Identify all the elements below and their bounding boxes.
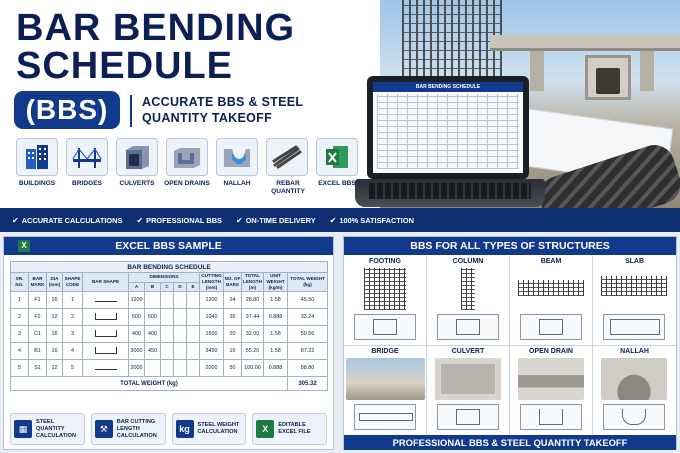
structure-card-nallah: NALLAH bbox=[593, 346, 676, 436]
open-drain-model-image bbox=[518, 358, 584, 400]
table-row: 4 B1 16 4 3000 450 3450 16 55.20 1.58 87.22 bbox=[11, 343, 328, 360]
dim-header: C bbox=[161, 282, 174, 292]
bridge-image bbox=[490, 35, 680, 51]
bar-shape-straight bbox=[83, 292, 129, 309]
footing-model-image bbox=[364, 268, 406, 310]
dim-header: D bbox=[174, 282, 187, 292]
table-row: 1 F1 16 1 1200 1200 24 28.80 1.58 45.50 bbox=[11, 292, 328, 309]
spreadsheet-grid bbox=[377, 94, 519, 169]
col-header: DIA (mm) bbox=[47, 273, 63, 292]
structure-card-slab: SLAB bbox=[593, 256, 676, 346]
culvert-model-image bbox=[435, 358, 501, 400]
feature-steel-quantity: ▦ STEEL QUANTITY CALCULATION bbox=[10, 413, 85, 445]
table-caption: BAR BENDING SCHEDULE bbox=[11, 262, 328, 273]
benefits-strip bbox=[0, 208, 680, 232]
subtitle: ACCURATE BBS & STEEL QUANTITY TAKEOFF bbox=[142, 95, 304, 125]
col-header: SR. NO. bbox=[11, 273, 29, 292]
bridge-photo bbox=[346, 358, 425, 400]
calculation-features bbox=[10, 413, 327, 445]
calculator-icon: ▦ bbox=[14, 420, 32, 438]
check-icon: ✔ bbox=[235, 215, 243, 225]
dim-header: B bbox=[145, 282, 161, 292]
structures-heading: BBS FOR ALL TYPES OF STRUCTURES bbox=[344, 237, 676, 255]
structure-card-bridge: BRIDGE bbox=[344, 346, 427, 436]
col-header: DIMENSIONS bbox=[129, 273, 200, 283]
benefit-item: ✔ 100% SATISFACTION bbox=[329, 215, 414, 225]
building-icon bbox=[16, 138, 58, 176]
nallah-model-image bbox=[601, 358, 667, 400]
footing-drawing bbox=[354, 314, 416, 340]
table-row: 3 C1 16 3 400 400 1600 20 32.00 1.58 50.56 bbox=[11, 326, 328, 343]
structure-card-footing: FOOTING bbox=[344, 256, 427, 346]
divider bbox=[130, 95, 132, 127]
structure-card-culvert: CULVERT bbox=[427, 346, 510, 436]
feature-label-rebar-quantity: REBAR QUANTITY bbox=[271, 180, 305, 195]
wrench-icon: ⚒ bbox=[95, 420, 113, 438]
total-row bbox=[11, 377, 328, 391]
feature-steel-weight: kg STEEL WEIGHT CALCULATION bbox=[172, 413, 247, 445]
dim-header: E bbox=[187, 282, 200, 292]
column-drawing bbox=[437, 314, 499, 340]
benefit-item: ✔ PROFESSIONAL BBS bbox=[136, 215, 222, 225]
slab-model-image bbox=[601, 276, 667, 296]
nallah-icon bbox=[216, 138, 258, 176]
bar-shape-stirrup bbox=[83, 326, 129, 343]
excel-logo-icon: X bbox=[18, 240, 30, 252]
check-icon: ✔ bbox=[12, 215, 19, 225]
feature-editable-excel: X EDITABLE EXCEL FILE bbox=[252, 413, 327, 445]
column-model-image bbox=[461, 268, 475, 310]
feature-label-buildings: BUILDINGS bbox=[18, 180, 56, 187]
bridge-drawing bbox=[354, 404, 416, 430]
culvert-image bbox=[585, 55, 631, 100]
feature-label-culverts: CULVERTS bbox=[119, 180, 155, 187]
beam-drawing bbox=[520, 314, 582, 340]
col-header: UNIT WEIGHT (kg/m) bbox=[264, 273, 288, 292]
col-header: BAR SHAPE bbox=[83, 273, 129, 292]
beam-model-image bbox=[518, 280, 584, 296]
total-label: TOTAL WEIGHT (kg) bbox=[11, 377, 288, 391]
feature-label-nallah: NALLAH bbox=[223, 180, 251, 187]
feature-label-bridges: BRIDGES bbox=[71, 180, 103, 187]
bar-shape-hooked bbox=[83, 360, 129, 377]
structure-card-column: COLUMN bbox=[427, 256, 510, 346]
col-header: TOTAL WEIGHT (kg) bbox=[288, 273, 328, 292]
excel-icon bbox=[316, 138, 358, 176]
feature-label-excel-bbs: EXCEL BBS bbox=[318, 180, 356, 187]
bar-shape-bent bbox=[83, 309, 129, 326]
bbs-table-wrapper bbox=[10, 261, 327, 419]
laptop-screen bbox=[367, 76, 529, 179]
slab-drawing bbox=[603, 314, 665, 340]
rebar-icon bbox=[266, 138, 308, 176]
benefit-item: ✔ ACCURATE CALCULATIONS bbox=[12, 215, 123, 225]
main-title-line1: BAR BENDING bbox=[16, 7, 296, 49]
laptop-keyboard bbox=[355, 179, 545, 207]
col-header: NO. OF BARS bbox=[224, 273, 242, 292]
bbs-table bbox=[10, 261, 328, 391]
feature-cutting-length: ⚒ BAR CUTTING LENGTH CALCULATION bbox=[91, 413, 166, 445]
structures-panel bbox=[343, 236, 677, 450]
rebar-cage-image bbox=[402, 0, 502, 78]
benefit-item: ✔ ON-TIME DELIVERY bbox=[235, 215, 316, 225]
bridge-icon bbox=[66, 138, 108, 176]
culvert-drawing bbox=[437, 404, 499, 430]
main-title-line2: SCHEDULE bbox=[16, 45, 234, 87]
excel-sample-panel bbox=[3, 236, 334, 450]
structures-footer: PROFESSIONAL BBS & STEEL QUANTITY TAKEOFF bbox=[344, 435, 676, 450]
check-icon: ✔ bbox=[329, 215, 337, 225]
open-drain-drawing bbox=[520, 404, 582, 430]
total-value: 305.32 bbox=[288, 377, 328, 391]
weight-icon: kg bbox=[176, 420, 194, 438]
table-row: 5 S1 12 5 2000 2000 50 100.00 0.888 88.80 bbox=[11, 360, 328, 377]
check-icon: ✔ bbox=[136, 215, 144, 225]
open-drain-icon bbox=[166, 138, 208, 176]
culvert-icon bbox=[116, 138, 158, 176]
laptop-sheet-title: BAR BENDING SCHEDULE bbox=[373, 82, 523, 92]
excel-sample-heading: EXCEL BBS SAMPLE bbox=[4, 237, 333, 255]
feature-label-open-drains: OPEN DRAINS bbox=[164, 180, 210, 187]
col-header: CUTTING LENGTH (mm) bbox=[201, 273, 222, 290]
excel-file-icon: X bbox=[256, 420, 274, 438]
col-header: TOTAL LENGTH (m) bbox=[243, 273, 262, 290]
col-header: SHAPE CODE bbox=[63, 273, 83, 292]
dim-header: A bbox=[129, 282, 145, 292]
bbs-badge: (BBS) bbox=[14, 91, 120, 129]
table-row: 2 F2 12 2 500 500 1040 36 37.44 0.888 33.24 bbox=[11, 309, 328, 326]
bar-shape-cranked bbox=[83, 343, 129, 360]
structure-card-open-drain: OPEN DRAIN bbox=[510, 346, 593, 436]
structure-card-beam: BEAM bbox=[510, 256, 593, 346]
col-header: BAR MARK bbox=[29, 273, 47, 292]
nallah-drawing bbox=[603, 404, 665, 430]
